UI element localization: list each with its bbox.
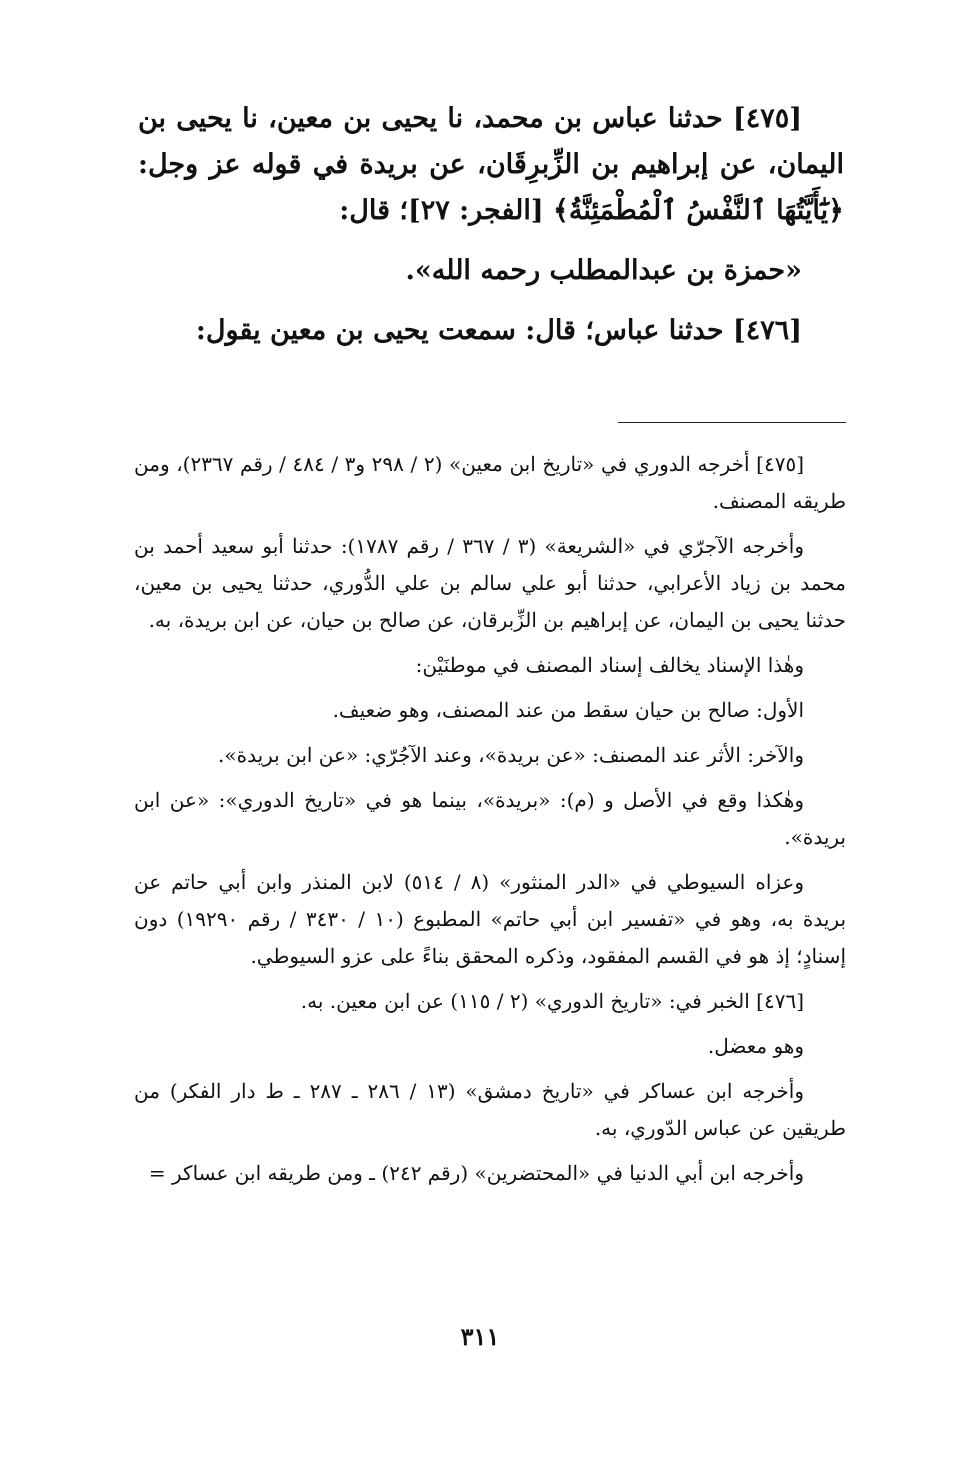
- footnote-475-first: الأول: صالح بن حيان سقط من عند المصنف، وهو ضعيف.: [332, 698, 804, 722]
- footnote-476-ibn-asakir: وأخرجه ابن عساكر في «تاريخ دمشق» (١٣ / ٢٨٦ ـ ٢٨٧ ـ ط دار الفكر) من طريقين عن عباس الدّوري، به.: [134, 1079, 846, 1140]
- hadith-475-quote: «حمزة بن عبدالمطلب رحمه الله».: [405, 255, 802, 286]
- footnote-476-source: [٤٧٦] الخبر في: «تاريخ الدوري» (٢ / ١١٥) عن ابن معين. به.: [300, 989, 804, 1013]
- hadith-476: [٤٧٦] حدثنا عباس؛ قال: سمعت يحيى بن معين يقول:: [195, 315, 802, 346]
- footnote-475-source: [٤٧٥] أخرجه الدوري في «تاريخ ابن معين» (٢ / ٢٩٨ و٣ / ٤٨٤ / رقم ٢٣٦٧)، ومن طريقه المصنف.: [134, 452, 846, 513]
- hadith-475: [٤٧٥] حدثنا عباس بن محمد، نا يحيى بن معين، نا يحيى بن اليمان، عن إبراهيم بن الزِّبرِقَان، عن بريدة في قوله عز وجل: ﴿يَٰٓأَيَّتُهَا ٱلنَّفْسُ ٱلْمُطْمَئِنَّةُ﴾ [الفجر: ٢٧]؛ قال:: [138, 103, 844, 226]
- footnote-475-suyuti: وعزاه السيوطي في «الدر المنثور» (٨ / ٥١٤) لابن المنذر وابن أبي حاتم عن بريدة به، وهو في «تفسير ابن أبي حاتم» المطبوع (١٠ / ٣٤٣٠ / رقم ١٩٢٩٠) دون إسنادٍ؛ إذ هو في القسم المفقود، وذكره المحقق بناءً على عزو السيوطي.: [134, 870, 847, 968]
- footnote-475-second: والآخر: الأثر عند المصنف: «عن بريدة»، وعند الآجُرّي: «عن ابن بريدة».: [218, 743, 804, 767]
- footnote-475-original: وهٰكذا وقع في الأصل و (م): «بريدة»، بينما هو في «تاريخ الدوري»: «عن ابن بريدة».: [134, 788, 846, 849]
- footnotes: [134, 446, 846, 1200]
- footnote-divider: [618, 422, 846, 423]
- footnote-475-differences: وهٰذا الإسناد يخالف إسناد المصنف في موطنَيْن:: [415, 653, 804, 677]
- page-number: ٣١١: [460, 1322, 500, 1351]
- main-text: [138, 96, 844, 368]
- footnote-476-ibn-abi-dunya: وأخرجه ابن أبي الدنيا في «المحتضرين» (رقم ٢٤٢) ـ ومن طريقه ابن عساكر =: [148, 1161, 804, 1185]
- footnote-475-ajurri: وأخرجه الآجرّي في «الشريعة» (٣ / ٣٦٧ / رقم ١٧٨٧): حدثنا أبو سعيد أحمد بن محمد بن زياد الأعرابي، حدثنا أبو علي سالم بن علي الدُّوري، حدثنا يحيى بن معين، حدثنا يحيى بن اليمان، عن إبراهيم بن الزِّبرقان، عن صالح بن حيان، عن ابن بريدة، به.: [134, 534, 846, 632]
- footnote-476-mudal: وهو معضل.: [707, 1034, 804, 1058]
